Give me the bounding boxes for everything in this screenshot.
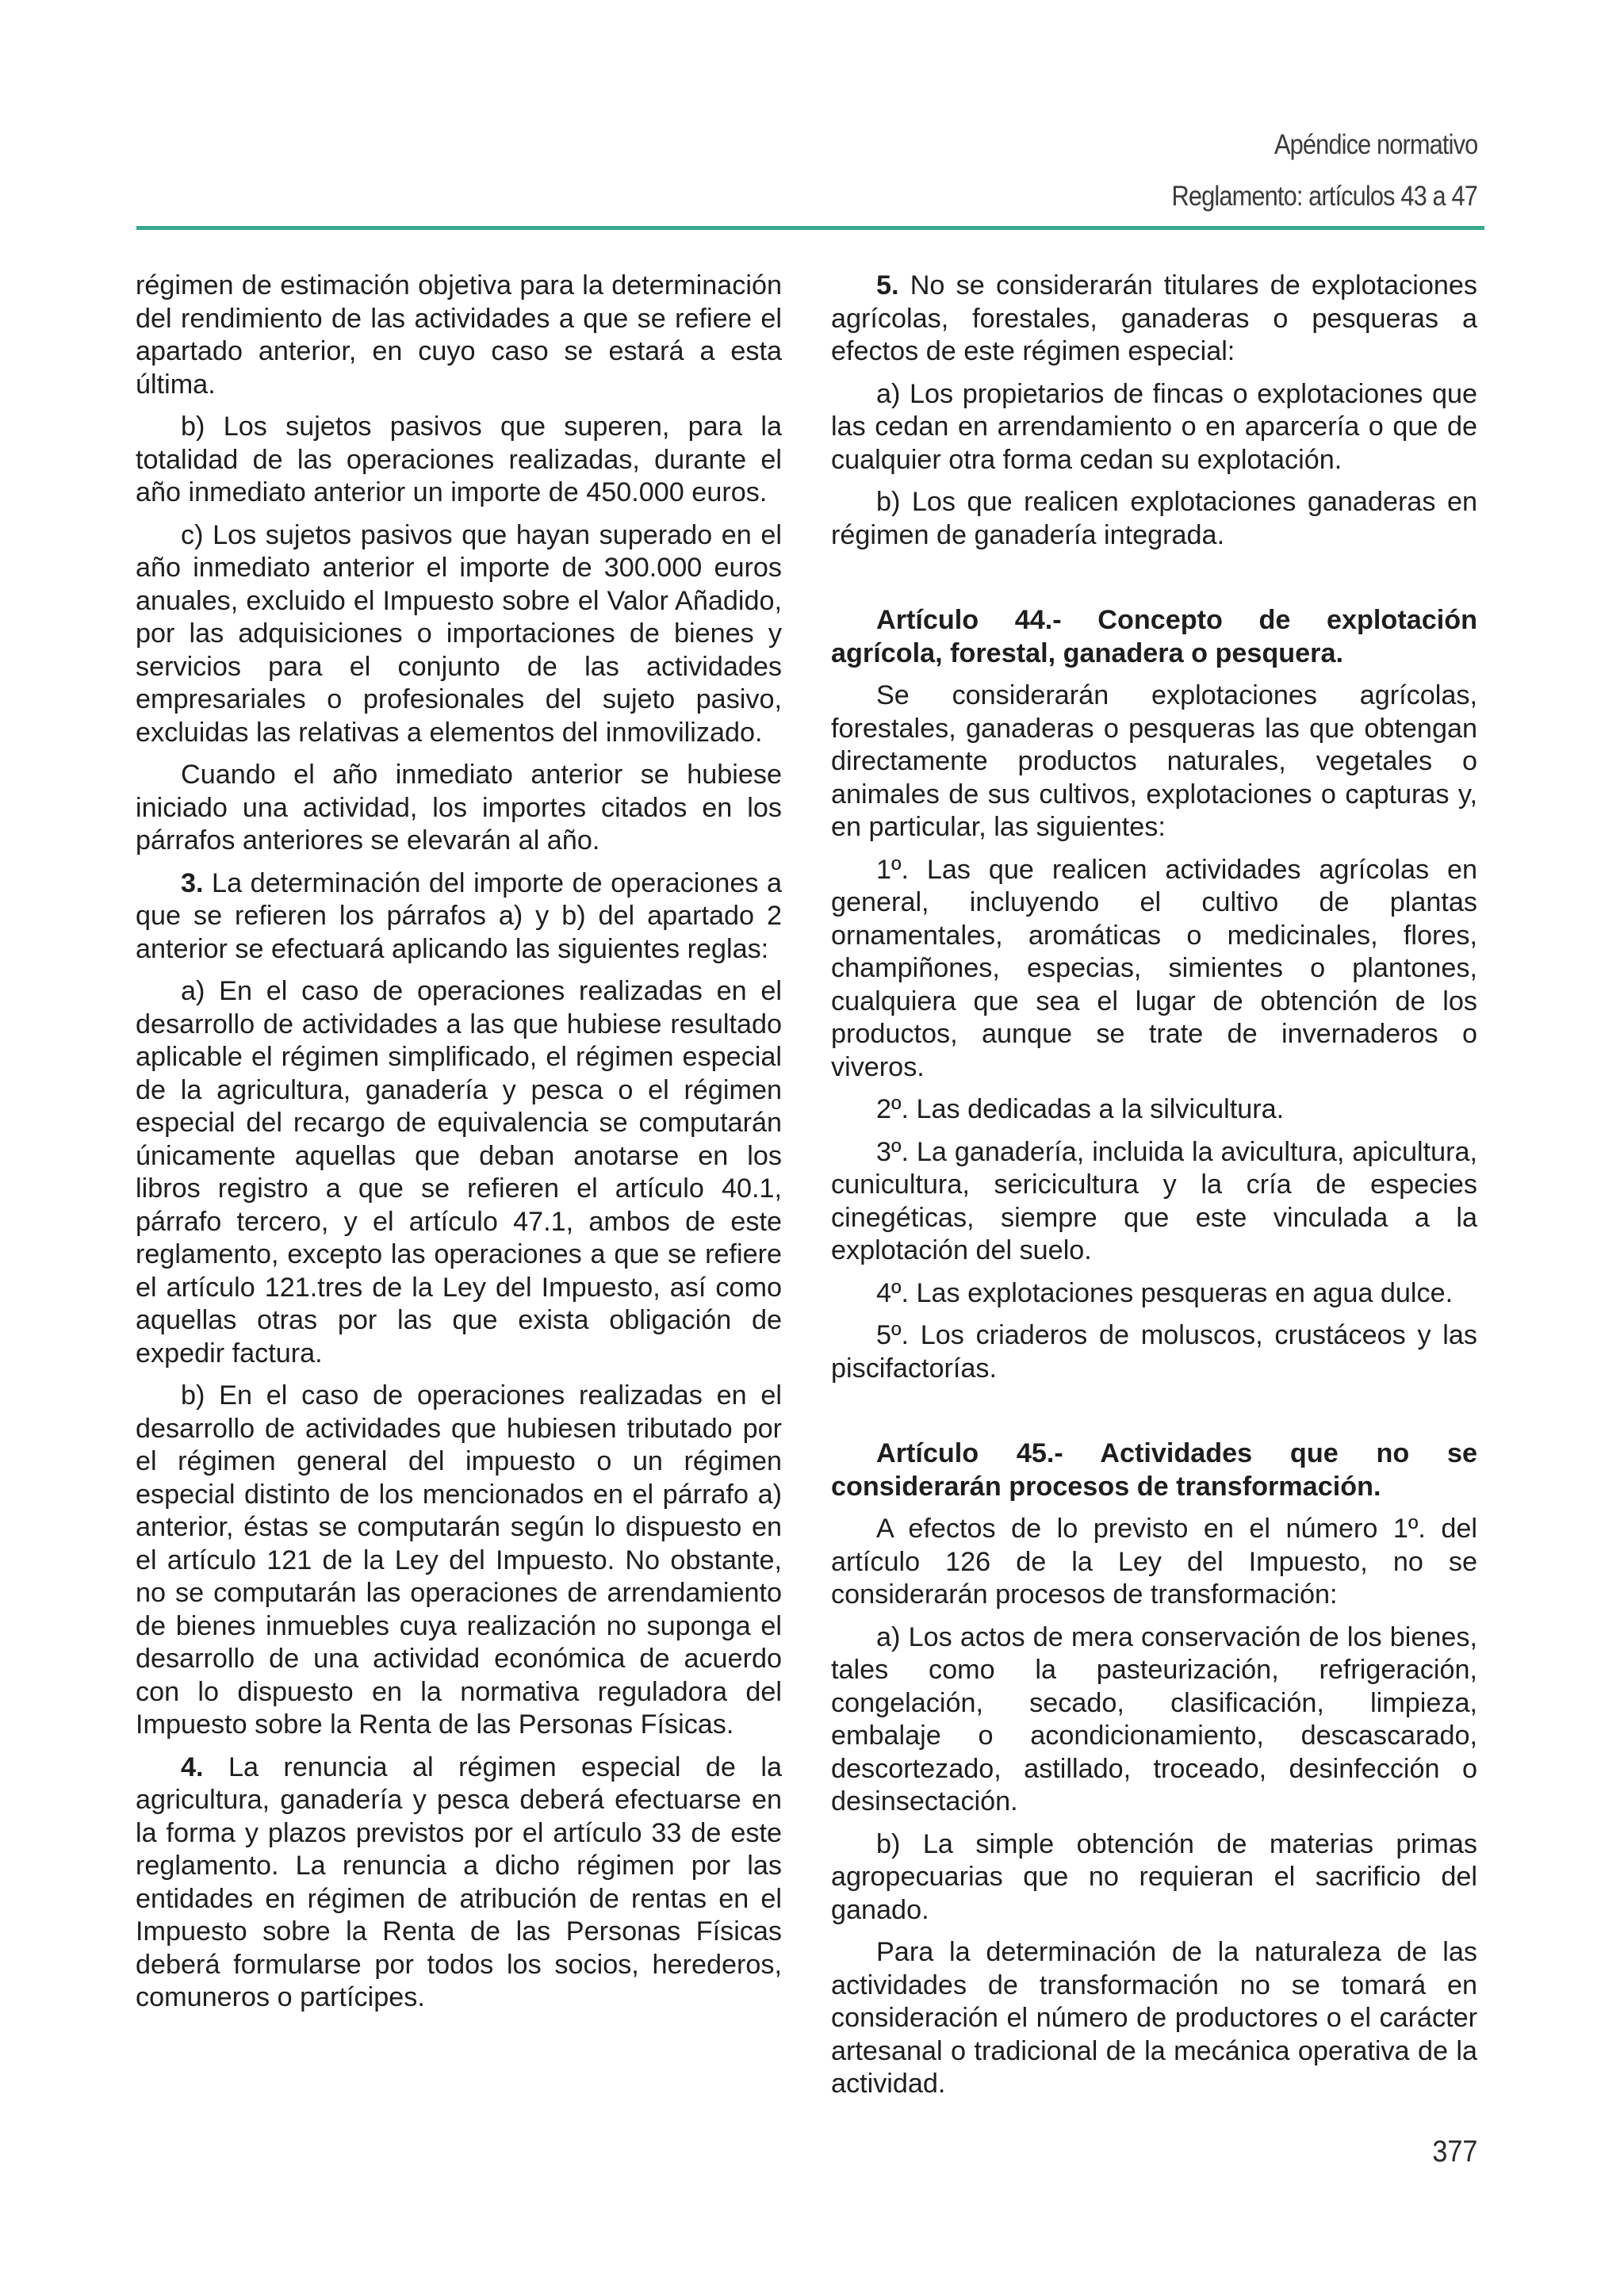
paragraph: b) En el caso de operaciones realizadas en el desarrollo de actividades que hubiesen tributado por el régimen general del impuesto o un régimen especial distinto de los mencionados en el párrafo a) anterior, éstas se computarán según lo dispuesto en el artículo 121 de la Ley del Impuesto. No obstante, no se computarán las operaciones de arrendamiento de bienes inmuebles cuya realización no suponga el desarrollo de una actividad económica de acuerdo con lo dispuesto en la normativa reguladora del Impuesto sobre la Renta de las Personas Físicas.: [136, 1380, 782, 1740]
left-column: [136, 270, 782, 2024]
page-number: 377: [1431, 2135, 1477, 2169]
paragraph: A efectos de lo previsto en el número 1º. del artículo 126 de la Ley del Impuesto, no se considerarán procesos de transformación:: [831, 1514, 1477, 1610]
paragraph: a) Los actos de mera conservación de los bienes, tales como la pasteurización, refrigeración, congelación, secado, clasificación, limpieza, embalaje o acondicionamiento, descascarado, descortezado, astillado, troceado, desinfección o desinsectación.: [831, 1621, 1477, 1816]
header-rule: [136, 226, 1484, 230]
right-column: [831, 270, 1477, 2111]
paragraph: Para la determinación de la naturaleza de las actividades de transformación no se tomará en consideración el número de productores o el carácter artesanal o tradicional de la mecánica operativa de la actividad.: [831, 1937, 1477, 2099]
paragraph: Cuando el año inmediato anterior se hubiese iniciado una actividad, los importes citados en los párrafos anteriores se elevarán al año.: [136, 760, 782, 856]
running-header-section: Apéndice normativo: [1274, 129, 1477, 160]
paragraph: c) Los sujetos pasivos que hayan superado en el año inmediato anterior el importe de 300.000 euros anuales, excluido el Impuesto sobre el Valor Añadido, por las adquisiciones o importaciones de bienes y servicios para el conjunto de las actividades empresariales o profesionales del sujeto pasivo, excluidas las relativas a elementos del inmovilizado.: [136, 519, 782, 748]
paragraph-text: La renuncia al régimen especial de la agricultura, ganadería y pesca deberá efectuarse en la forma y plazos previstos por el artículo 33 de este reglamento. La renuncia a dicho régimen por las entidades en régimen de atribución de rentas en el Impuesto sobre la Renta de las Personas Físicas deberá formularse por todos los socios, herederos, comuneros o partícipes.: [136, 1751, 782, 2012]
article-heading: Artículo 45.- Actividades que no se considerarán procesos de transformación.: [831, 1438, 1477, 1502]
paragraph: b) Los que realicen explotaciones ganaderas en régimen de ganadería integrada.: [831, 487, 1477, 550]
paragraph: [136, 867, 782, 967]
section-number: 3.: [181, 867, 204, 898]
paragraph: 5º. Los criaderos de moluscos, crustáceos y las piscifactorías.: [831, 1320, 1477, 1384]
paragraph: a) En el caso de operaciones realizadas en el desarrollo de actividades a las que hubiese resultado aplicable el régimen simplificado, el régimen especial de la agricultura, ganadería y pesca o el régimen especial del recargo de equivalencia se computarán únicamente aquellas que deban anotarse en los libros registro a que se refieren el artículo 40.1, párrafo tercero, y el artículo 47.1, ambos de este reglamento, excepto las operaciones a que se refiere el artículo 121.tres de la Ley del Impuesto, así como aquellas otras por las que exista obligación de expedir factura.: [136, 976, 782, 1369]
paragraph: b) La simple obtención de materias primas agropecuarias que no requieran el sacrificio del ganado.: [831, 1828, 1477, 1925]
paragraph: Se considerarán explotaciones agrícolas, forestales, ganaderas o pesqueras las que obtengan directamente productos naturales, vegetales o animales de sus cultivos, explotaciones o capturas y, en particular, las siguientes:: [831, 680, 1477, 842]
section-number: 5.: [876, 270, 899, 301]
paragraph: 2º. Las dedicadas a la silvicultura.: [876, 1094, 1285, 1124]
paragraph: [831, 270, 1477, 369]
paragraph-text: No se considerarán titulares de explotaciones agrícolas, forestales, ganaderas o pesqueras a efectos de este régimen especial:: [831, 270, 1477, 366]
paragraph: [136, 1751, 782, 2015]
paragraph: 1º. Las que realicen actividades agrícolas en general, incluyendo el cultivo de plantas ornamentales, aromáticas o medicinales, flores, champiñones, especias, simientes o plantones, cualquiera que sea el lugar de obtención de los productos, aunque se trate de invernaderos o viveros.: [831, 854, 1477, 1082]
paragraph: 3º. La ganadería, incluida la avicultura, apicultura, cunicultura, sericicultura y la cría de especies cinegéticas, siempre que este vinculada a la explotación del suelo.: [831, 1136, 1477, 1265]
section-number: 4.: [181, 1751, 204, 1782]
article-heading: Artículo 44.- Concepto de explotación agrícola, forestal, ganadera o pesquera.: [831, 605, 1477, 668]
paragraph: régimen de estimación objetiva para la determinación del rendimiento de las actividades a que se refiere el apartado anterior, en cuyo caso se estará a esta última.: [136, 270, 782, 400]
paragraph: b) Los sujetos pasivos que superen, para la totalidad de las operaciones realizadas, durante el año inmediato anterior un importe de 450.000 euros.: [136, 412, 782, 507]
spacer: [831, 561, 1477, 604]
paragraph: 4º. Las explotaciones pesqueras en agua dulce.: [876, 1277, 1454, 1308]
running-header-articles: Reglamento: artículos 43 a 47: [1171, 181, 1477, 212]
paragraph-text: La determinación del importe de operaciones a que se refieren los párrafos a) y b) del apartado 2 anterior se efectuará aplicando las siguientes reglas:: [136, 867, 782, 964]
paragraph: a) Los propietarios de fincas o explotaciones que las cedan en arrendamiento o en aparcería o que de cualquier otra forma cedan su explotación.: [831, 378, 1477, 475]
spacer: [831, 1395, 1477, 1437]
